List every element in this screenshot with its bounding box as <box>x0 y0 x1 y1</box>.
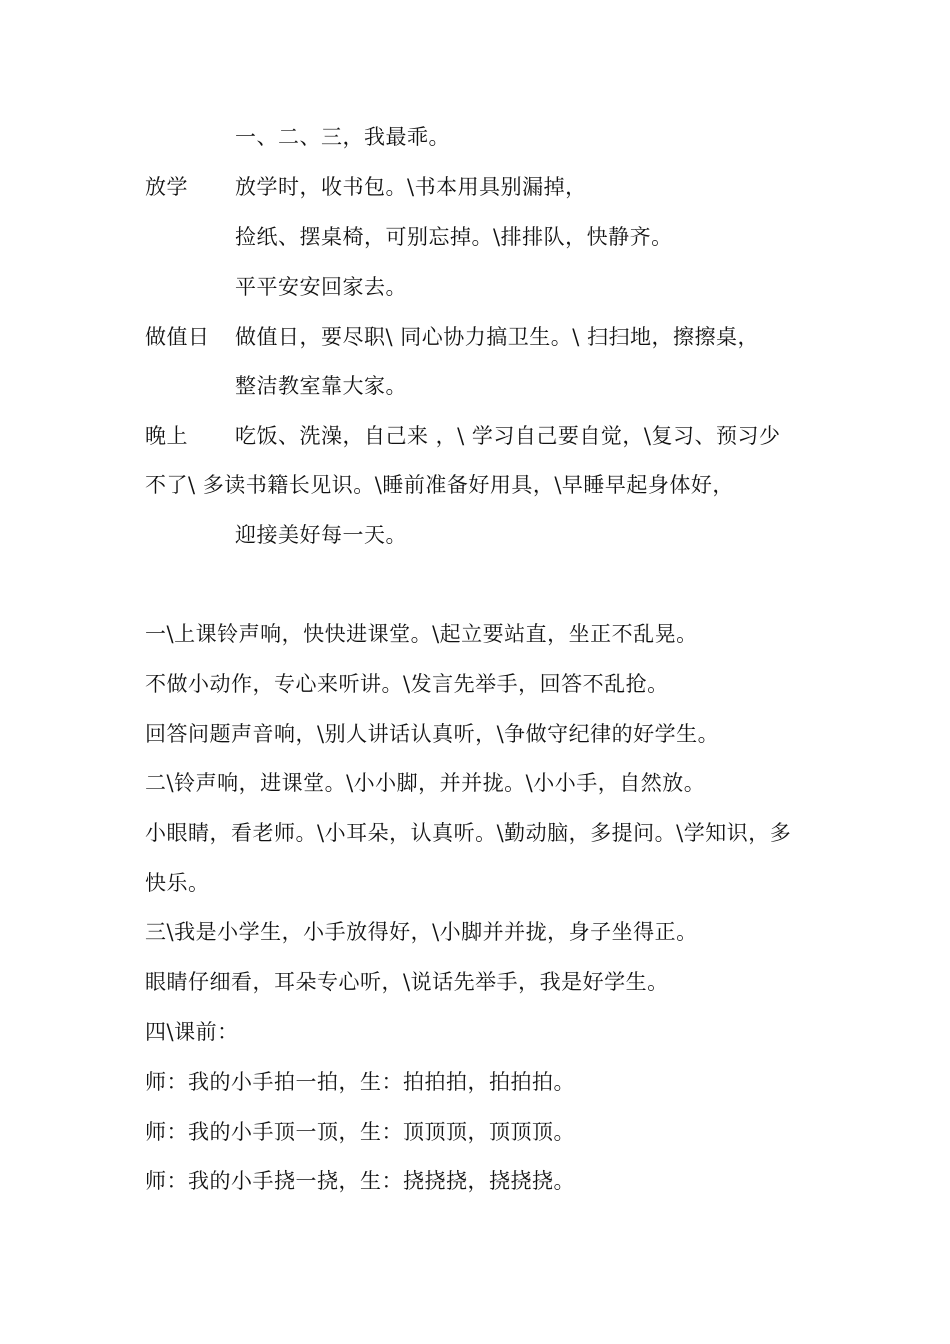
label-wanshang: 晚上 <box>145 424 188 448</box>
label-fangxue: 放学 <box>145 175 188 199</box>
fangxue-line-2: 捡纸、摆桌椅，可别忘掉。\排排队，快静齐。 <box>235 225 673 249</box>
rhyme-line-2: 不做小动作，专心来听讲。\发言先举手，回答不乱抢。 <box>145 672 669 696</box>
rhyme-line-11: 师：我的小手顶一顶，生：顶顶顶，顶顶顶。 <box>145 1120 575 1144</box>
rhyme-line-9: 四\课前： <box>145 1020 239 1044</box>
wanshang-line-1: 吃饭、洗澡，自己来 ，\ 学习自己要自觉，\复习、预习少 <box>235 424 781 448</box>
rhyme-line-10: 师：我的小手拍一拍，生：拍拍拍，拍拍拍。 <box>145 1070 575 1094</box>
rhyme-line-5: 小眼睛，看老师。\小耳朵，认真听。\勤动脑，多提问。\学知识，多 <box>145 821 792 845</box>
rhyme-line-4: 二\铃声响，进课堂。\小小脚，并并拢。\小小手，自然放。 <box>145 771 706 795</box>
zhiri-line-1: 做值日，要尽职\ 同心协力搞卫生。\ 扫扫地，擦擦桌， <box>235 325 759 349</box>
intro-line: 一、二、三，我最乖。 <box>235 125 450 149</box>
rhyme-line-12: 师：我的小手挠一挠，生：挠挠挠，挠挠挠。 <box>145 1169 575 1193</box>
wanshang-line-3: 迎接美好每一天。 <box>235 523 407 547</box>
rhyme-line-6: 快乐。 <box>145 871 210 895</box>
wanshang-line-2: 不了\ 多读书籍长见识。\睡前准备好用具，\早睡早起身体好， <box>145 473 734 497</box>
fangxue-line-1: 放学时，收书包。\书本用具别漏掉， <box>235 175 587 199</box>
zhiri-line-2: 整洁教室靠大家。 <box>235 374 407 398</box>
rhyme-line-1: 一\上课铃声响，快快进课堂。\起立要站直，坐正不乱晃。 <box>145 622 698 646</box>
rhyme-line-3: 回答问题声音响，\别人讲话认真听，\争做守纪律的好学生。 <box>145 722 720 746</box>
label-zhiri: 做值日 <box>145 325 210 349</box>
rhyme-line-8: 眼睛仔细看，耳朵专心听，\说话先举手，我是好学生。 <box>145 970 669 994</box>
rhyme-line-7: 三\我是小学生，小手放得好，\小脚并并拢，身子坐得正。 <box>145 920 698 944</box>
fangxue-line-3: 平平安安回家去。 <box>235 275 407 299</box>
